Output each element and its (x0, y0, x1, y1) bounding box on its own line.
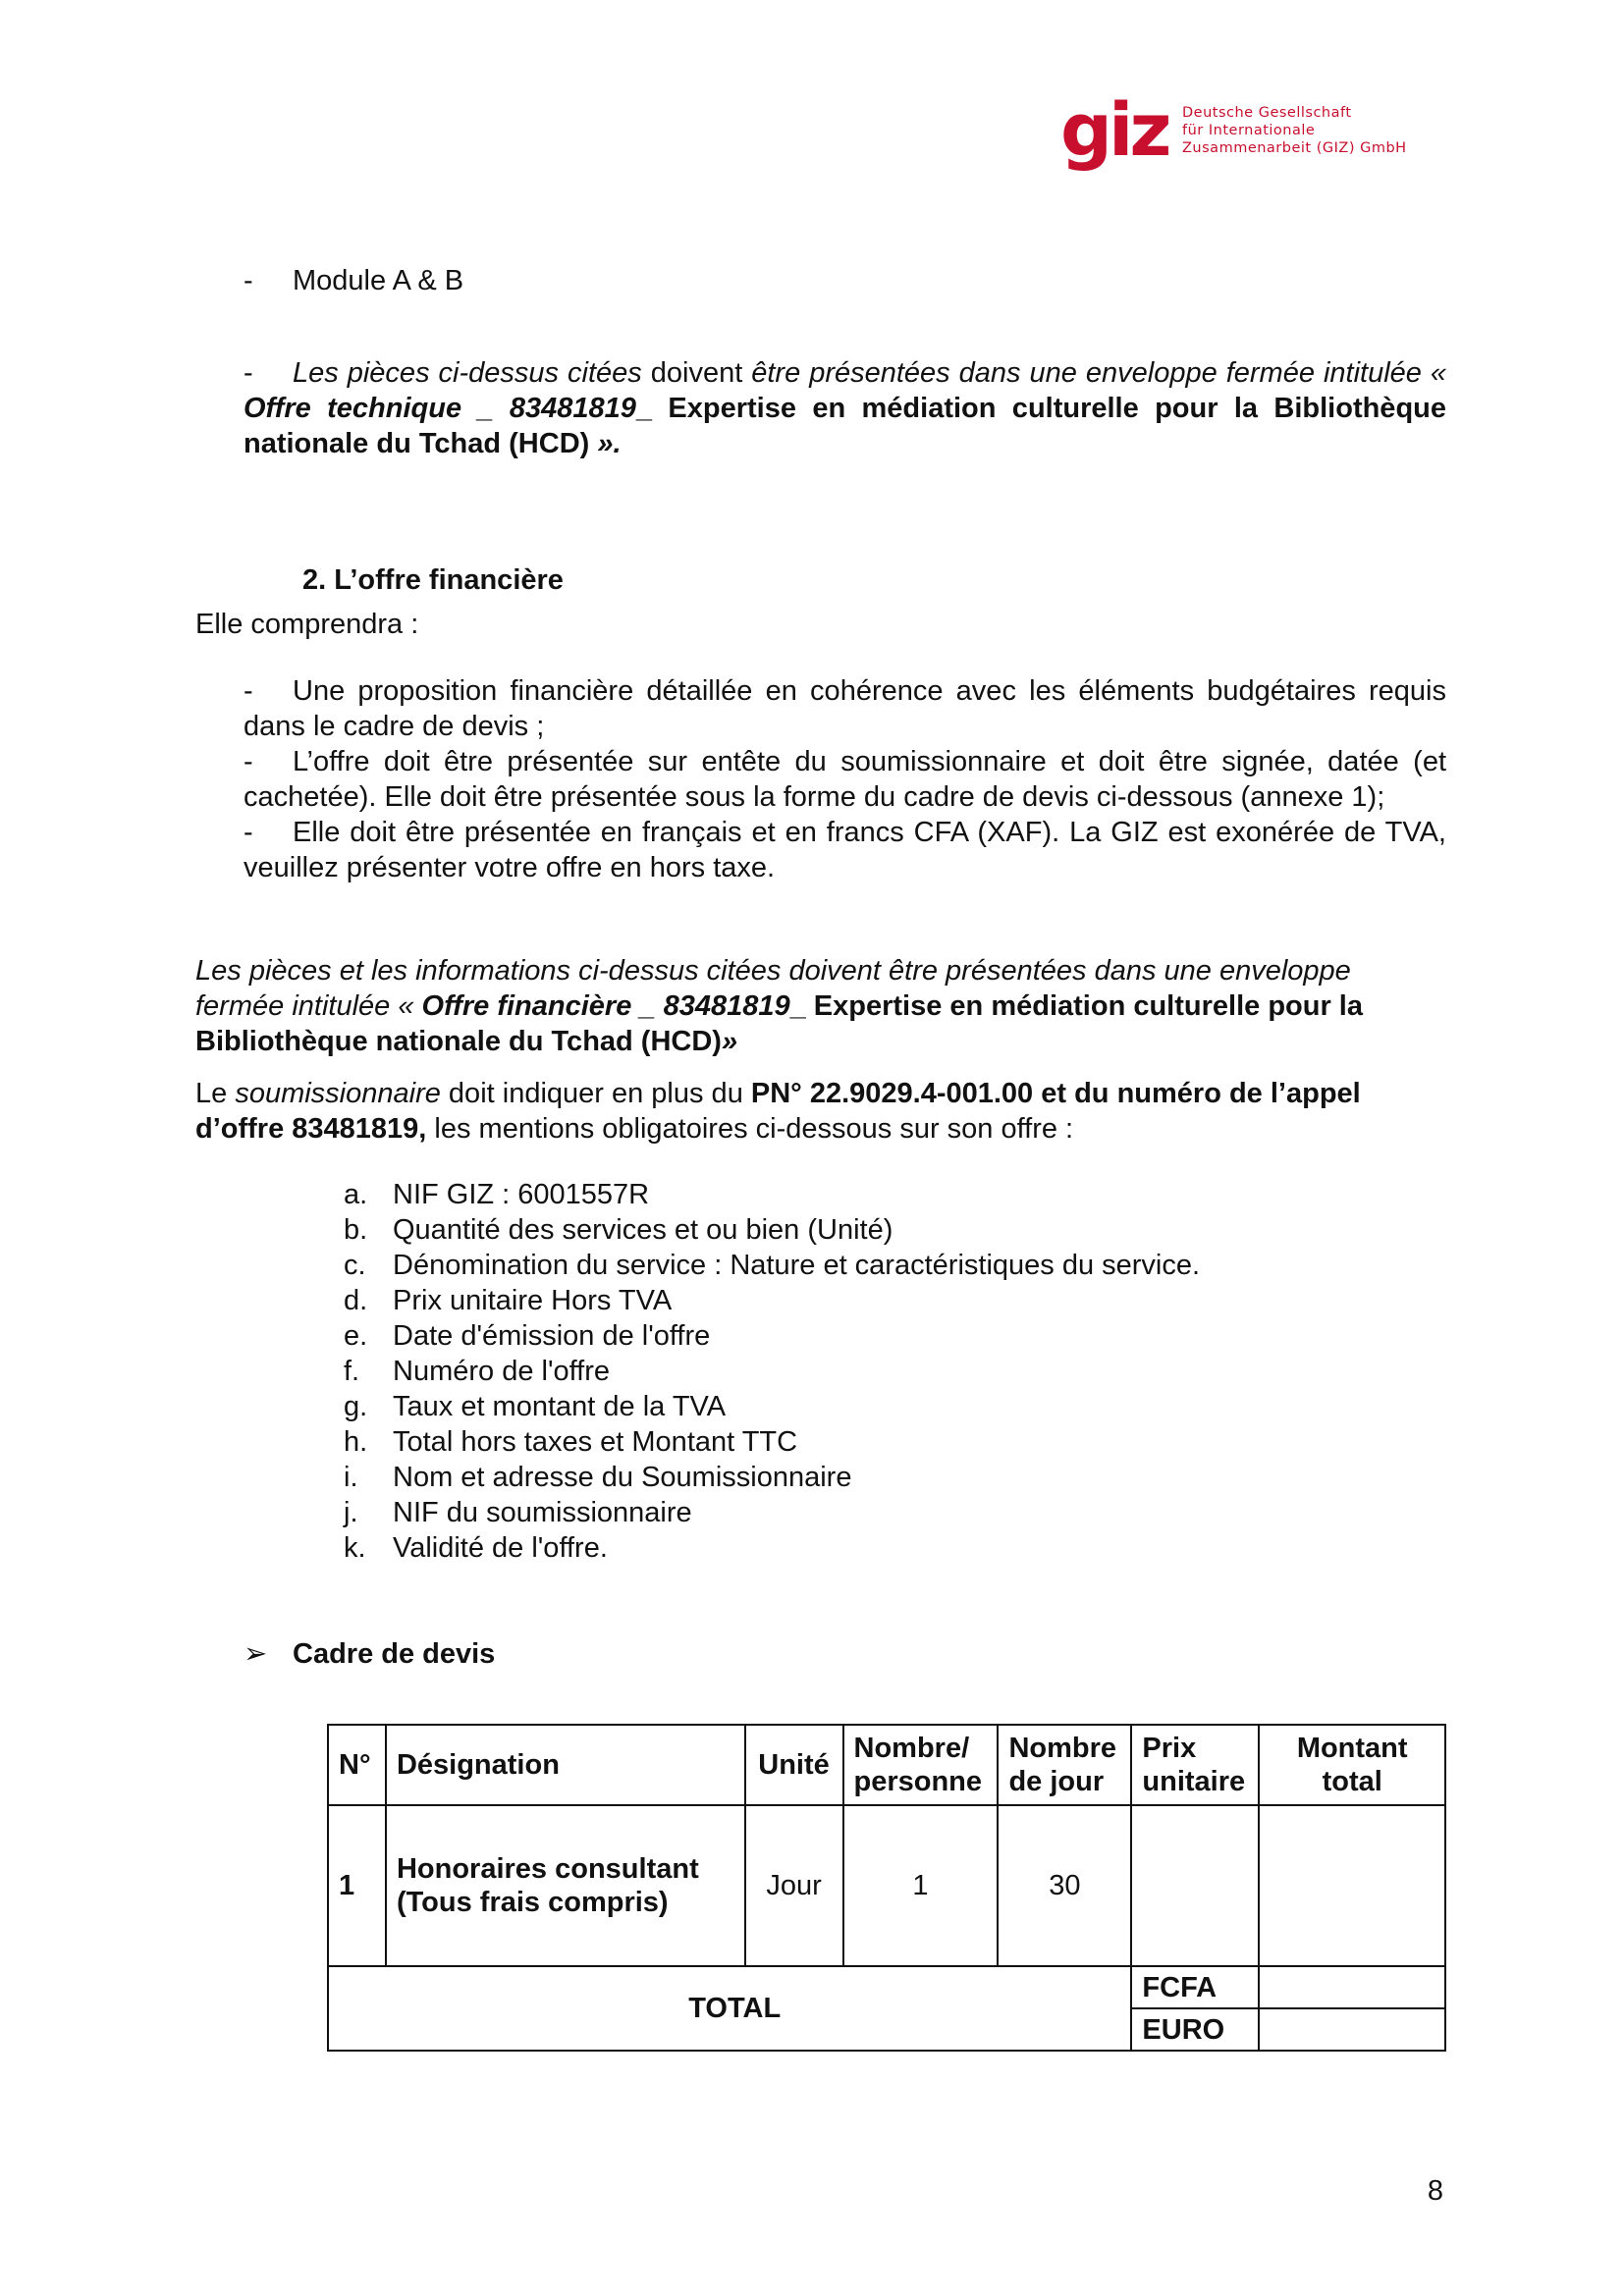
page-number: 8 (1427, 2175, 1443, 2207)
total-fcfa-value (1259, 1966, 1445, 2008)
giz-logo-mark (1060, 94, 1180, 183)
header-unite: Unité (745, 1725, 843, 1805)
cell-prix-unitaire (1131, 1805, 1259, 1966)
list-item: - Une proposition financière détaillée en cohérence avec les éléments budgétaires requis dans le cadre de devis ; (244, 675, 1446, 742)
svg-text:giz: giz (1060, 94, 1168, 173)
list-item: k. Validité de l'offre. (344, 1532, 608, 1564)
total-euro-value (1259, 2008, 1445, 2051)
module-list-item (244, 263, 463, 298)
cell-nombre-jour: 30 (998, 1805, 1131, 1966)
section-heading: 2. L’offre financière (302, 564, 564, 596)
list-item: - Elle doit être présentée en français et en francs CFA (XAF). La GIZ est exonérée de TVA, veuillez présenter votre offre en hors taxe. (244, 817, 1446, 883)
cell-montant-total (1259, 1805, 1445, 1966)
list-item: a. NIF GIZ : 6001557R (344, 1179, 650, 1210)
list-dash: - (244, 357, 253, 389)
header-montant-total: Montant total (1259, 1725, 1445, 1805)
header-prix-unitaire: Prix unitaire (1131, 1725, 1259, 1805)
list-item: b. Quantité des services et ou bien (Unité) (344, 1214, 893, 1246)
giz-logo-text (1182, 104, 1407, 157)
header-n: N° (328, 1725, 386, 1805)
logo-line: Deutsche Gesellschaft (1182, 105, 1352, 121)
total-label: TOTAL (328, 1966, 1131, 2051)
mentions-paragraph: Le soumissionnaire doit indiquer en plus du PN° 22.9029.4-001.00 et du numéro de l’appel d’offre 83481819, les mentions obligatoires ci-dessous sur son offre : (195, 1078, 1361, 1145)
list-item: - L’offre doit être présentée sur entête du soumissionnaire et doit être signée, datée (et cachetée). Elle doit être présentée sous la forme du cadre de devis ci-dessous (annexe 1); (244, 746, 1446, 813)
cell-designation: Honoraires consultant (Tous frais compris) (386, 1805, 745, 1966)
technical-offer-note: - Les pièces ci-dessus citées doivent être présentées dans une enveloppe fermée intitulée « Offre technique _ 83481819_ Expertise en médiation culturelle pour la Bibliothèque nationale du Tchad (HCD) ». (244, 357, 1447, 459)
list-item: h. Total hors taxes et Montant TTC (344, 1426, 798, 1458)
header-nombre-jour: Nombre de jour (998, 1725, 1131, 1805)
module-item-text: Module A & B (293, 265, 464, 296)
list-item: f. Numéro de l'offre (344, 1356, 610, 1387)
table-row (328, 1805, 1445, 1966)
cell-n: 1 (328, 1805, 386, 1966)
list-item: i. Nom et adresse du Soumissionnaire (344, 1462, 852, 1493)
list-item: e. Date d'émission de l'offre (344, 1320, 711, 1352)
list-item: j. NIF du soumissionnaire (344, 1497, 692, 1528)
mentions-list (344, 1177, 1200, 1566)
cadre-heading: ➢ Cadre de devis (244, 1638, 496, 1670)
header-designation: Désignation (386, 1725, 745, 1805)
list-item: g. Taux et montant de la TVA (344, 1391, 727, 1422)
table-header-row (328, 1725, 1445, 1805)
logo-line: Zusammenarbeit (GIZ) GmbH (1182, 140, 1407, 156)
header-nombre-personne: Nombre/ personne (843, 1725, 999, 1805)
arrow-bullet-icon: ➢ (244, 1638, 268, 1670)
list-item: d. Prix unitaire Hors TVA (344, 1285, 673, 1316)
currency-euro: EURO (1131, 2008, 1259, 2051)
list-dash: - (244, 265, 253, 296)
giz-logo (1060, 94, 1407, 183)
cell-unite: Jour (745, 1805, 843, 1966)
financial-bullets (244, 673, 1446, 885)
currency-fcfa: FCFA (1131, 1966, 1259, 2008)
section-intro: Elle comprendra : (195, 609, 419, 640)
total-row (328, 1966, 1445, 2008)
list-item: c. Dénomination du service : Nature et caractéristiques du service. (344, 1250, 1201, 1281)
quote-table (327, 1724, 1446, 2052)
cell-nombre-personne: 1 (843, 1805, 999, 1966)
financial-offer-note: Les pièces et les informations ci-dessus citées doivent être présentées dans une enveloppe fermée intitulée « Offre financière _ 83481819_ Expertise en médiation culturelle pour la Bibliothèque nationale du Tchad (HCD)» (195, 955, 1363, 1057)
logo-line: für Internationale (1182, 123, 1316, 138)
